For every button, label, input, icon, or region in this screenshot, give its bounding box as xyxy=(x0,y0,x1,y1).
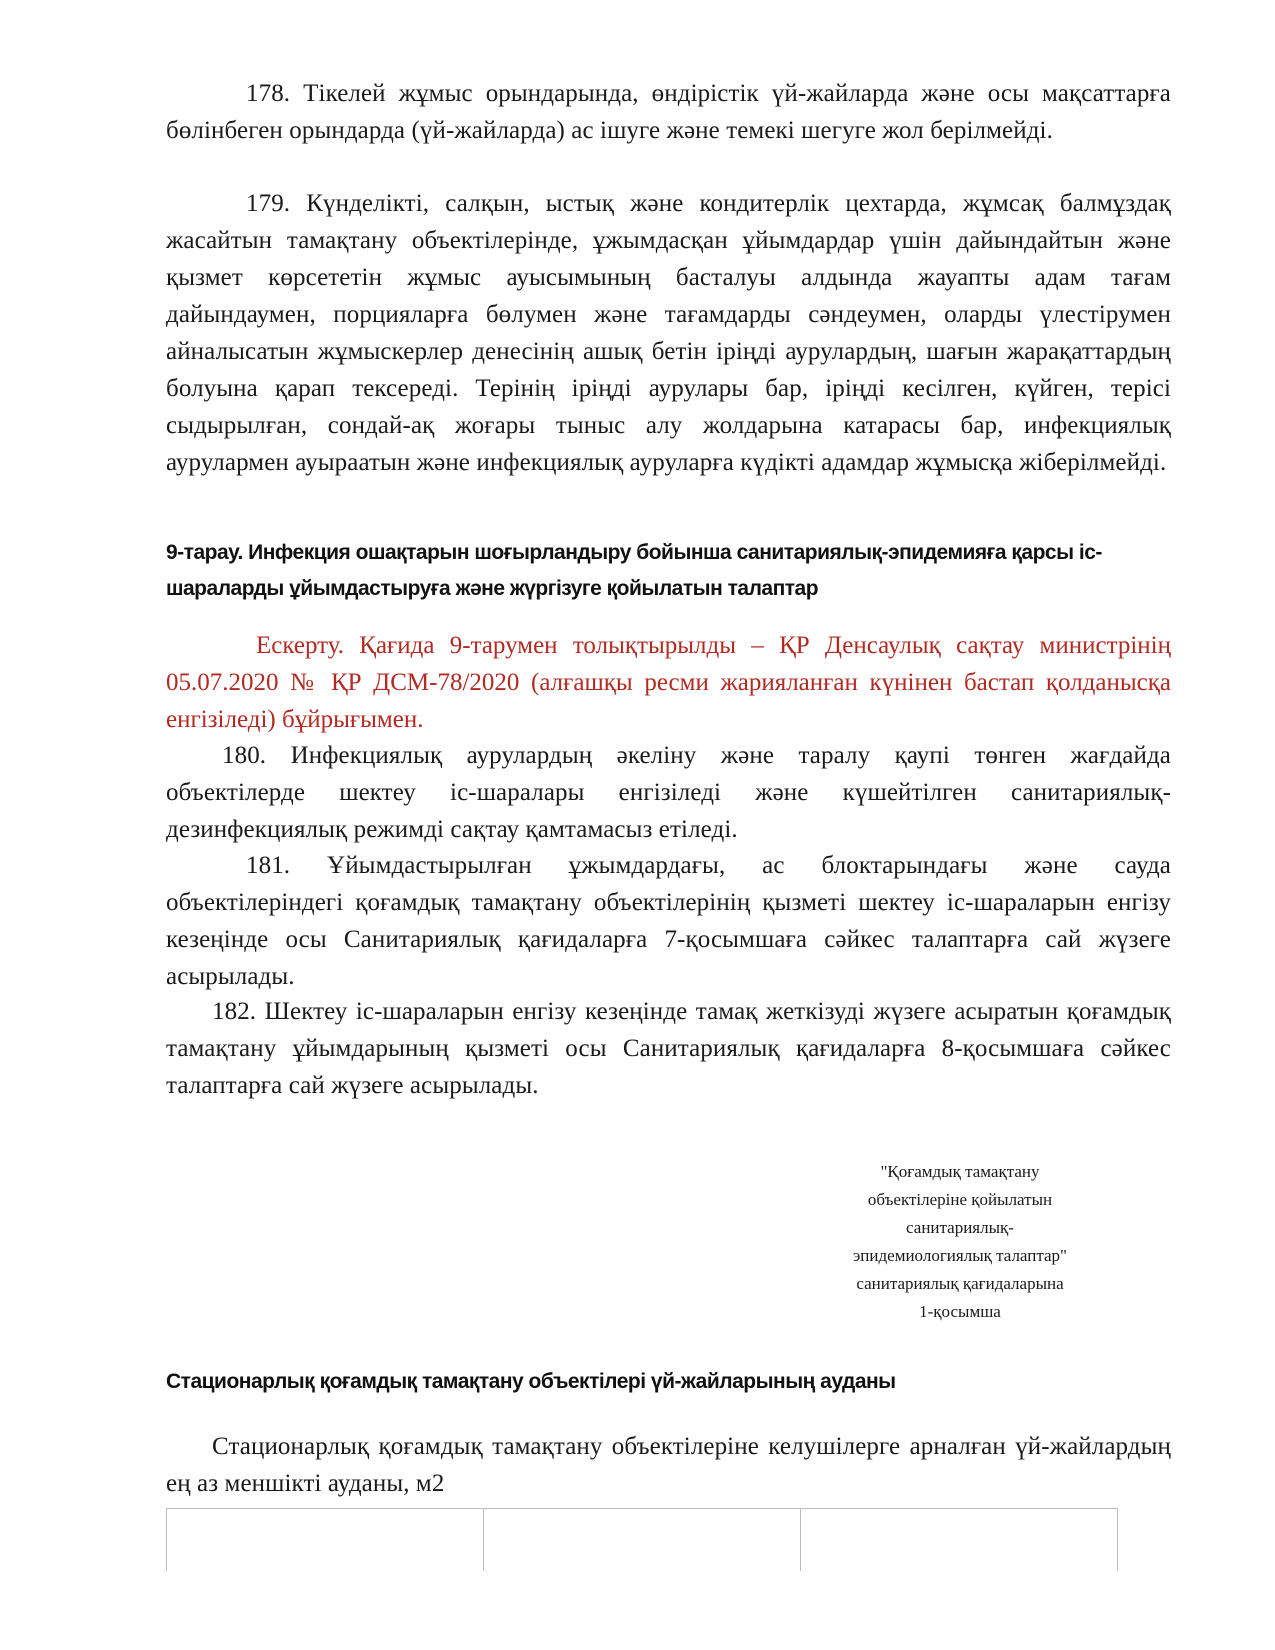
paragraph-179: 179. Күнделікті, салқын, ыстық және кондитерлік цехтарда, жұмсақ балмұздақ жасайтын тамақтану объектілерінде, ұжымдасқан ұйымдардар үшін дайындайтын және қызмет көрсететін жұмыс ауысымының басталуы алдында жауапты адам тағам дайындаумен, порцияларға бөлумен және тағамдарды сәндеумен, оларды үлестірумен айналысатын жұмыскерлер денесінің ашық бетін іріңді аурулардың, шағын жарақаттардың болуына қарап тексереді. Терінің іріңді аурулары бар, іріңді кесілген, күйген, терісі сыдырылған, сондай-ақ жоғары тыныс алу жолдарына катарасы бар, инфекциялық аурулармен ауыраатын және инфекциялық ауруларға күдікті адамдар жұмысқа жіберілмейді. xyxy=(166,190,1171,476)
table-cell xyxy=(483,1509,800,1571)
annex-line: эпидемиологиялық талаптар" xyxy=(853,1246,1067,1265)
annex-line: "Қоғамдық тамақтану xyxy=(880,1162,1040,1181)
area-table xyxy=(166,1508,1118,1571)
amendment-note: Ескерту. Қағида 9-тарумен толықтырылды – ҚР Денсаулық сақтау министрінің 05.07.2020 № ҚР ДСМ-78/2020 (алғашқы ресми жарияланған күнінен бастап қолданысқа енгізіледі) бұйрығымен. xyxy=(166,632,1171,733)
paragraph-182: 182. Шектеу іс-шараларын енгізу кезеңінде тамақ жеткізуді жүзеге асыратын қоғамдық тамақтану ұйымдарының қызметі осы Санитариялық қағидаларға 8-қосымшаға сәйкес талаптарға сай жүзеге асырылады. xyxy=(166,998,1171,1099)
annex-line: санитариялық- xyxy=(906,1218,1014,1237)
paragraph-178: 178. Тікелей жұмыс орындарында, өндірістік үй-жайларда және осы мақсаттарға бөлінбеген орындарда (үй-жайларда) ас ішуге және темекі шегуге жол берілмейді. xyxy=(166,80,1171,144)
paragraph-181: 181. Ұйымдастырылған ұжымдардағы, ас блоктарындағы және сауда объектілеріндегі қоғамдық тамақтану объектілерінің қызметі шектеу іс-шараларын енгізу кезеңінде осы Санитариялық қағидаларға 7-қосымшаға сәйкес талаптарға сай жүзеге асырылады. xyxy=(166,852,1171,990)
area-section-heading: Стационарлық қоғамдық тамақтану объектілері үй-жайларының ауданы xyxy=(166,1370,896,1393)
chapter-9-heading: 9-тарау. Инфекция ошақтарын шоғырландыру бойынша санитариялық-эпидемияға қарсы іс-шараларды ұйымдастыруға және жүргізуге қойылатын талаптар xyxy=(166,541,1102,600)
table-cell xyxy=(166,1509,483,1571)
area-intro-paragraph: Стационарлық қоғамдық тамақтану объектілеріне келушілерге арналған үй-жайлардың ең аз меншікті ауданы, м2 xyxy=(166,1433,1171,1497)
table-cell xyxy=(800,1509,1118,1571)
paragraph-180: 180. Инфекциялық аурулардың әкелiну және таралу қаупі төнген жағдайда объектілерде шектеу іс-шаралары енгізіледі және күшейтілген санитариялық-дезинфекциялық режимді сақтау қамтамасыз етіледі. xyxy=(166,742,1171,843)
annex-reference xyxy=(795,1158,1125,1326)
annex-line: объектілеріне қойылатын xyxy=(867,1190,1053,1209)
annex-line: санитариялық қағидаларына xyxy=(856,1274,1064,1293)
annex-line: 1-қосымша xyxy=(919,1302,1001,1321)
